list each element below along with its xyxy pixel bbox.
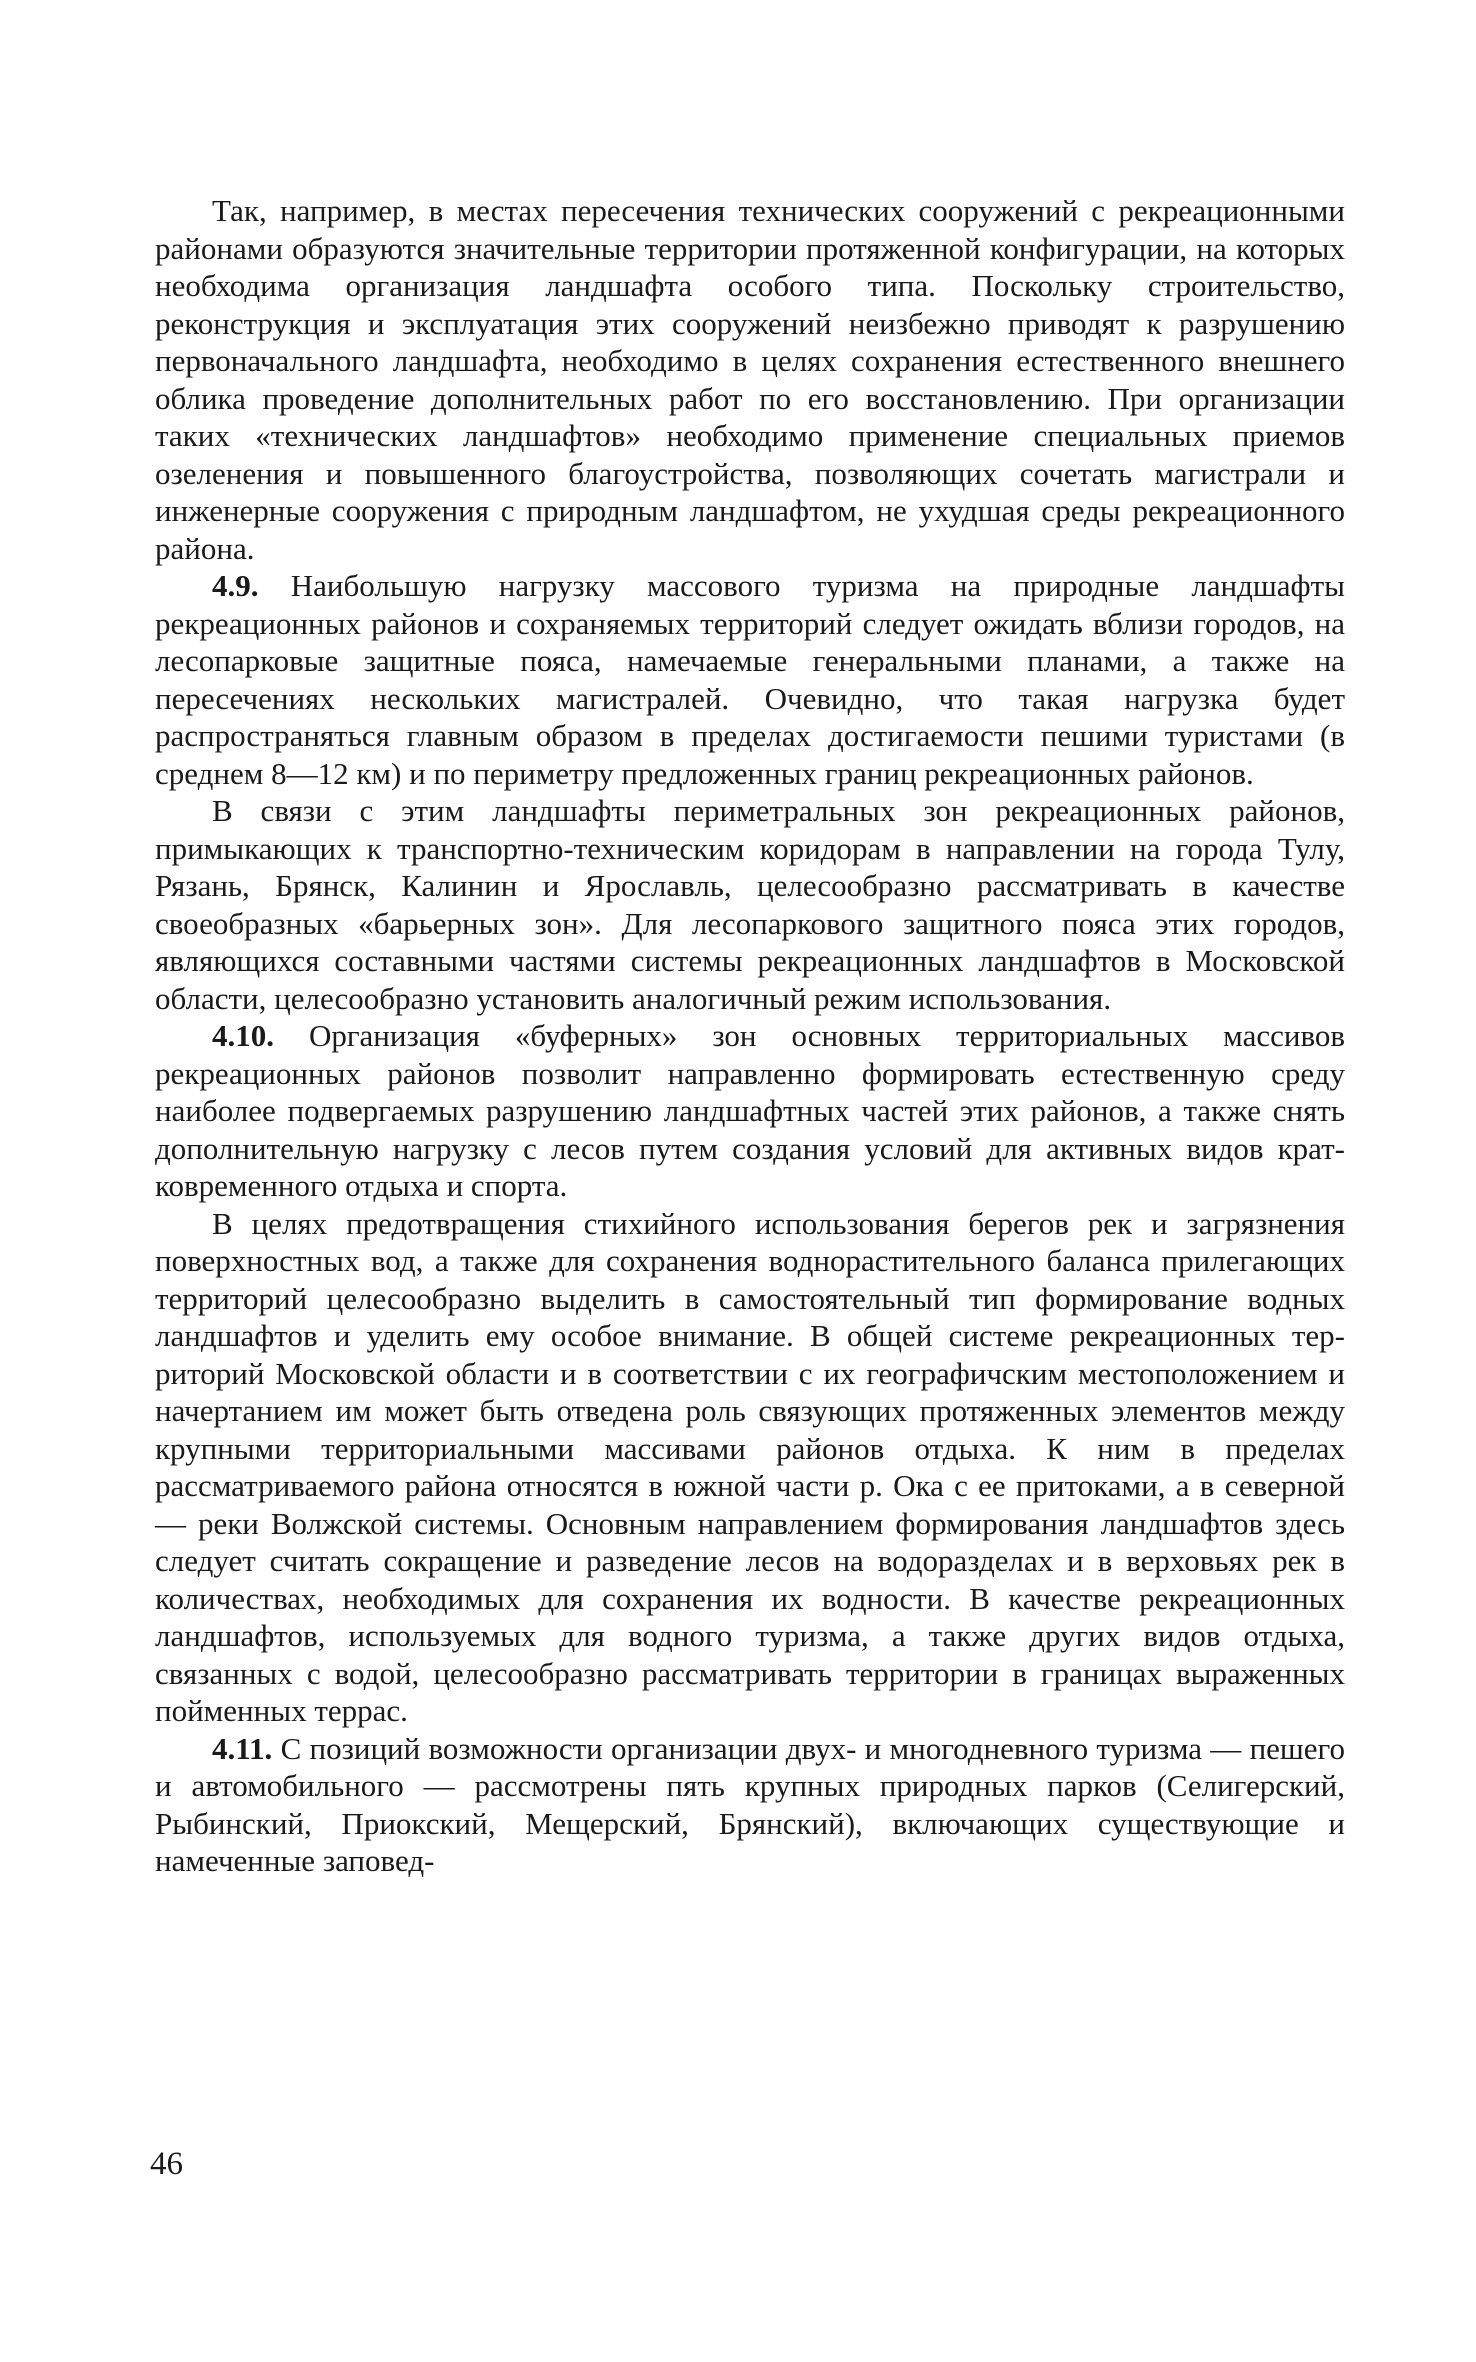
paragraph-3 <box>155 792 1345 1017</box>
page-number: 46 <box>150 2146 183 2182</box>
paragraph-1 <box>155 192 1345 567</box>
section-number: 4.9. <box>212 568 259 603</box>
paragraph-4-11-text: С позиций возможности организации двух- и многодневного туризма — пешего и автомобильного — рассмотрены пять крупных природных парков (Селигерский, Рыбинский, Приокский, Мещерский, Брянский), включающих существующие и намеченные заповед- <box>155 1730 1345 1878</box>
paragraph-4-11 <box>155 1730 1345 1880</box>
paragraph-4-10 <box>155 1017 1345 1205</box>
section-number: 4.10. <box>212 1018 274 1053</box>
paragraph-4-9 <box>155 567 1345 792</box>
paragraph-5-text: В целях предотвращения стихийного использования берегов рек и загрязнения поверхностных вод, а также для сохранения воднорастительного баланса прилегающих территорий целесообразно выделить в самостоятельный тип формирование водных ландшафтов и уделить ему особое внимание. В общей системе рекреационных территорий Московской области и в соответствии с их географичским местоположением и начертанием им может быть отведена роль связующих протяженных элементов между крупными территориальными массивами районов отдыха. К ним в пределах рассматриваемого района относятся в южной части р. Ока с ее притоками, а в северной — реки Волжской системы. Основным направлением формирования ландшафтов здесь следует считать сокращение и разведение лесов на водоразделах и в верховьях рек в количествах, необходимых для сохранения их водности. В качестве рекреационных ландшафтов, используемых для водного туризма, а также других видов отдыха, связанных с водой, целесообразно рассматривать территории в границах выраженных пойменных террас. <box>155 1205 1345 1728</box>
paragraph-4-9-text: Наибольшую нагрузку массового туризма на природные ландшафты рекреационных районов и сохраняемых территорий следует ожидать вблизи городов, на лесопарковые защитные пояса, намечаемые генеральными планами, а также на пересечениях нескольких магистралей. Очевидно, что такая нагрузка будет распространяться главным образом в пределах достигаемости пешими туристами (в среднем 8—12 км) и по периметру предложенных границ рекреационных районов. <box>155 568 1346 791</box>
paragraph-4-10-text: Организация «буферных» зон основных территориальных массивов рекреационных районов позволит направленно формировать естественную среду наиболее подвергаемых разрушению ландшафтных частей этих районов, а также снять дополнительную нагрузку с лесов путем создания условий для активных видов кратковременного отдыха и спорта. <box>155 1018 1346 1203</box>
paragraph-1-text: Так, например, в местах пересечения технических сооружений с рекреационными районами образуются значительные территории протяженной конфигурации, на которых необходима организация ландшафта особого типа. Поскольку строительство, реконструкция и эксплуатация этих сооружений неизбежно приводят к разрушению первоначального ландшафта, необходимо в целях сохранения естественного внешнего облика проведение дополнительных работ по его восстановлению. При организации таких «технических ландшафтов» необходимо применение специальных приемов озеленения и повышенного благоустройства, позволяющих сочетать магистрали и инженерные сооружения с природным ландшафтом, не ухудшая среды рекреационного района. <box>155 193 1345 566</box>
paragraph-5 <box>155 1205 1345 1730</box>
paragraph-3-text: В связи с этим ландшафты периметральных зон рекреационных районов, примыкающих к транспортно-техническим коридорам в направлении на города Тулу, Рязань, Брянск, Калинин и Ярославль, целесообразно рассматривать в качестве своеобразных «барьерных зон». Для лесопаркового защитного пояса этих городов, являющихся составными частями системы рекреационных ландшафтов в Московской области, целесообразно установить аналогичный режим использования. <box>155 793 1345 1016</box>
section-number: 4.11. <box>212 1730 273 1766</box>
page-body <box>155 192 1345 1880</box>
